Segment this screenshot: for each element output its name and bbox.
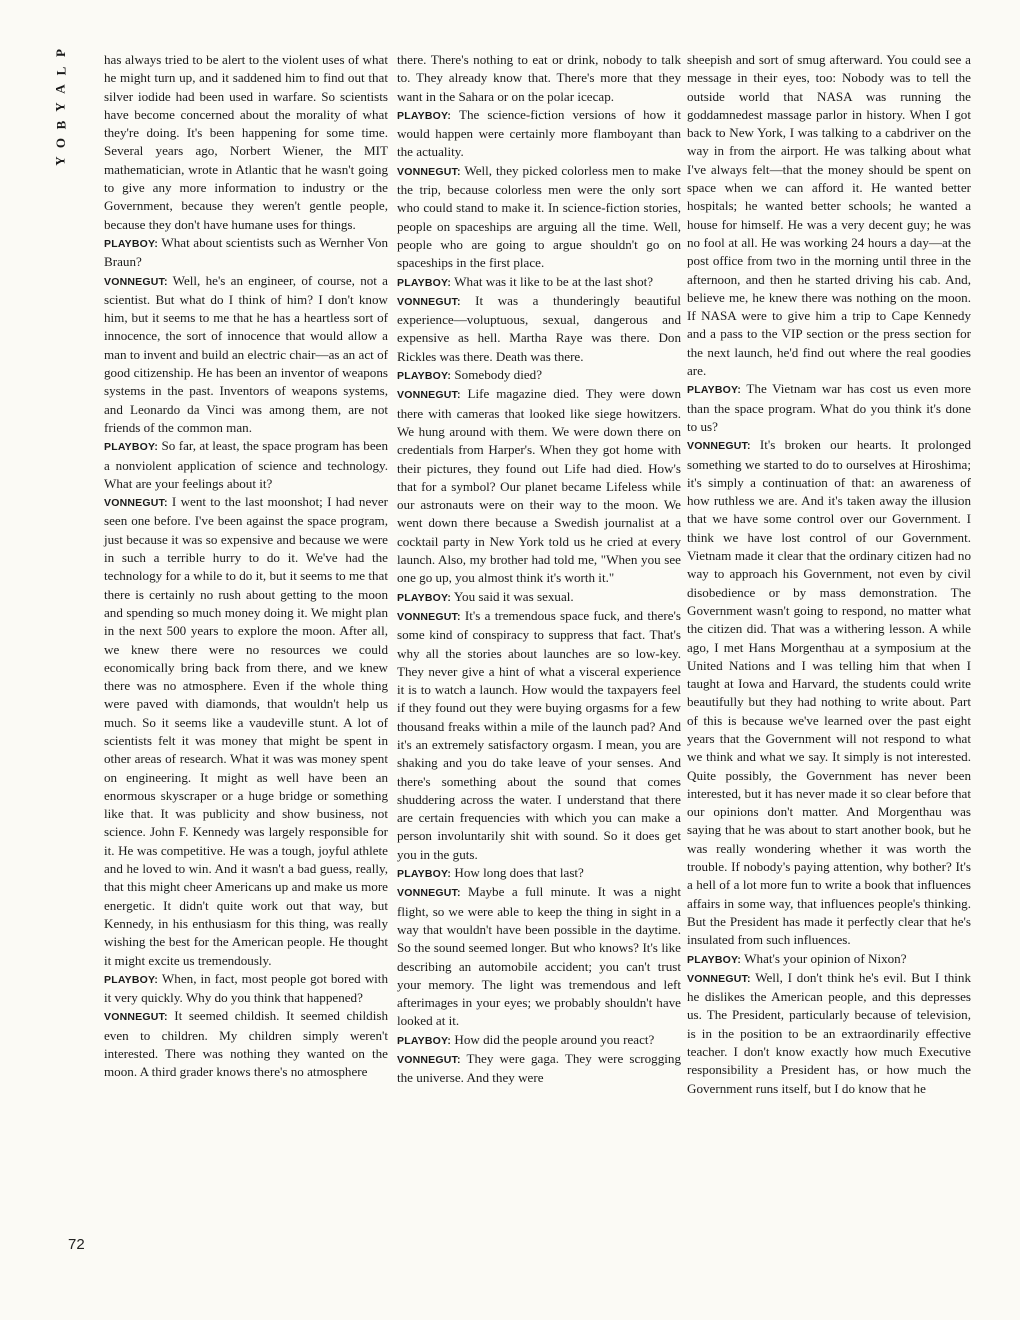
interview-paragraph [397, 607, 681, 864]
logo-letter: B [53, 120, 69, 130]
paragraph-text: Well, I don't think he's evil. But I think he dislikes the American people, and this depresses us. The President, particularly because of television, is in the position to be an extraordinarily effective teacher. I don't know exactly how much Executive responsibility a President has, or how much the Government runs itself, but I do know that he [687, 969, 971, 1096]
interview-paragraph [104, 437, 388, 493]
speaker-label: PLAYBOY: [687, 384, 742, 397]
logo-letter: P [53, 49, 69, 57]
interview-paragraph [397, 162, 681, 273]
paragraph-text: The Vietnam war has cost us even more than the space program. What do you think it's done to us? [687, 381, 971, 434]
speaker-label: VONNEGUT: [104, 275, 168, 288]
paragraph-text: It seemed childish. It seemed childish even to children. My children simply weren't interested. There was nothing they wanted on the moon. A third grader knows there's no atmosphere [104, 1008, 388, 1080]
interview-paragraph [397, 51, 681, 106]
speaker-label: VONNEGUT: [397, 389, 461, 402]
speaker-label: PLAYBOY: [104, 973, 159, 986]
paragraph-text: Somebody died? [451, 367, 543, 383]
speaker-label: VONNEGUT: [687, 440, 751, 453]
logo-letter: A [53, 84, 69, 94]
interview-paragraph [397, 385, 681, 587]
interview-paragraph [397, 864, 681, 883]
speaker-label: PLAYBOY: [104, 441, 159, 454]
paragraph-text: has always tried to be alert to the violent uses of what he might turn up, and it saddened him to find out that silver iodide had been used in warfare. So scientists have become concerned about the morality of what they're doing. It's been happening for some time. Several years ago, Norbert Wiener, the MIT mathematician, wrote in Atlantic that he wasn't going to give any more information to industry or the Government, because they weren't gentle people, because they don't have humane uses for things. [104, 52, 388, 232]
paragraph-text: It's broken our hearts. It prolonged something we started to do to ourselves at Hiroshima; it's simply a continuation of that: an awareness of how ruthless we are. And it's taken away the illusion that we have some control over our Government. I think we have lost control of our Government. Vietnam made it clear that the ordinary citizen had no way to approach his Government, not even by civil disobedience or by mass demonstration. The Government wasn't going to respond, no matter what the citizen did. That was a withering lesson. A while ago, I met Hans Morgenthau at a symposium at the United Nations and I was telling him that when I taught at Iowa and Harvard, the students could write beautifully but they had nothing to write about. Part of this is because we've learned over the past eight years that the Government will not respond to what we think and what we say. It simply is not interested. Quite possibly, the Government has never been interested, but it has never made it so clear before that our opinions don't matter. And Morgenthau was saying that he was about to start another book, but he was really wondering whether it was worth the trouble. If nobody's paying attention, why bother? It's a hell of a lot more fun to write a book that influences affairs in some way, that influences people's thinking. But the President has made it perfectly clear that he's insulated from such influences. [687, 437, 971, 948]
interview-paragraph [397, 1050, 681, 1088]
paragraph-text: It's a tremendous space fuck, and there's some kind of conspiracy to suppress that fact. That's why all the stories about launches are so low-key. They never give a hint of what a visceral experience it is to watch a launch. How would the taxpayers feel if they found out they were buying orgasms for a few thousand freaks within a mile of the launch pad? And it's an extremely satisfactory orgasm. I mean, you are shaking and you do take leave of your senses. And there's something about the sound that comes shuddering across the water. I understand that there are certain frequencies with which you can make a person involuntarily shit with sound. So it does get you in the guts. [397, 607, 681, 862]
speaker-label: PLAYBOY: [397, 868, 452, 881]
speaker-label: PLAYBOY: [397, 591, 452, 604]
interview-paragraph [687, 969, 971, 1098]
paragraph-text: It was a thunderingly beautiful experience—voluptuous, sexual, dangerous and expensive as hell. Martha Raye was there. Don Rickles was there. Death was there. [397, 292, 681, 364]
logo-letter: O [53, 137, 69, 149]
speaker-label: PLAYBOY: [104, 237, 159, 250]
interview-paragraph [397, 366, 681, 385]
paragraph-text: Well, they picked colorless men to make the trip, because colorless men were the only sort who could stand to make it. In science-fiction stories, people on spaceships are arguing all the time. Well, people who are going to argue shouldn't go on spaceships in the first place. [397, 162, 681, 271]
interview-paragraph [687, 380, 971, 436]
paragraph-text: What was it like to be at the last shot? [451, 273, 654, 289]
interview-paragraph [687, 436, 971, 949]
speaker-label: VONNEGUT: [687, 972, 751, 985]
text-column-2 [397, 51, 681, 1088]
paragraph-text: Maybe a full minute. It was a night flight, so we were able to keep the thing in sight in a way that wouldn't have been possible in the daytime. So the sound seemed longer. But who knows? It's like describing an automobile accident; you can't trust your memory. The light was tremendous and left afterimages in your eyes; we probably shouldn't have looked at it. [397, 884, 681, 1029]
speaker-label: PLAYBOY: [397, 370, 452, 383]
speaker-label: PLAYBOY: [397, 109, 452, 122]
paragraph-text: When, in fact, most people got bored with it very quickly. Why do you think that happened? [104, 970, 388, 1006]
paragraph-text: there. There's nothing to eat or drink, nobody to talk to. They already know that. There's more that they want in the Sahara or on the polar icecap. [397, 52, 681, 104]
speaker-label: PLAYBOY: [687, 953, 742, 966]
interview-paragraph [687, 950, 971, 969]
paragraph-text: What about scientists such as Wernher Von Braun? [104, 234, 388, 270]
paragraph-text: You said it was sexual. [451, 588, 574, 604]
interview-paragraph [104, 51, 388, 234]
paragraph-text: sheepish and sort of smug afterward. You could see a message in their eyes, too: Nobody was to tell the outside world that NASA was running the goddamnedest massage parlor in history. When I got back to New York, I was talking to a cabdriver on the way in from the airport. He was talking about what I've always felt—that the money should be spent on space when we can afford it. He wanted better hospitals; he wanted better schools; he wanted a house for himself. He was a very decent guy; he was no fool at all. He was working 24 hours a day—at the post office from two in the morning until three in the afternoon, and then he started driving his cab. And, believe me, he knew there was nothing on the moon. If NASA were to give him a trip to Cape Kennedy and a pass to the VIP section or the press section for the next launch, he'd find out where the real goodies are. [687, 52, 971, 379]
magazine-vertical-logo [53, 44, 69, 170]
logo-letter: Y [53, 156, 69, 166]
interview-paragraph [397, 273, 681, 292]
speaker-label: VONNEGUT: [397, 295, 461, 308]
paragraph-text: How long does that last? [451, 865, 584, 881]
logo-letter: Y [53, 102, 69, 112]
speaker-label: VONNEGUT: [397, 1054, 461, 1067]
speaker-label: VONNEGUT: [397, 165, 461, 178]
speaker-label: PLAYBOY: [397, 1034, 452, 1047]
interview-paragraph [104, 493, 388, 970]
page-number: 72 [68, 1236, 85, 1253]
paragraph-text: How did the people around you react? [451, 1031, 655, 1047]
interview-paragraph [687, 51, 971, 380]
interview-paragraph [104, 970, 388, 1008]
paragraph-text: What's your opinion of Nixon? [741, 950, 907, 966]
interview-paragraph [397, 588, 681, 607]
interview-paragraph [104, 234, 388, 272]
paragraph-text: Well, he's an engineer, of course, not a scientist. But what do I think of him? I don't know him, but it seems to me that he has a heartless sort of innocence, the sort of innocence that would allow a man to invent and build an electric chair—as an act of good citizenship. He has been an inventor of weapons systems in the past. Inventors of weapons systems, and Leonardo da Vinci was among them, are not friends of the common man. [104, 272, 388, 435]
paragraph-text: They were gaga. They were scrogging the universe. And they were [397, 1051, 681, 1086]
logo-letter: L [53, 66, 69, 76]
text-column-3 [687, 51, 971, 1098]
paragraph-text: Life magazine died. They were down there with cameras that looked like siege howitzers. We hung around with them. We were down there on credentials from Harper's. When they got home with their pictures, they found out Life had died. How's that for a symbol? Our planet became Lifeless while our astronauts were on their way to the moon. We went down there because a Swedish journalist at a cocktail party in New York told us he cried at every launch. Also, my brother had told me, "When you see one go up, you almost think it's worth it." [397, 386, 681, 586]
paragraph-text: I went to the last moonshot; I had never seen one before. I've been against the space program, just because it was so expensive and because we were in such a terrible hurry to do it. We've had the technology for a while to do it, but it seems to me that there is certainly no rush about getting to the moon and spending so much money doing it. We might plan in the next 500 years to explore the moon. After all, we knew there were no resources we could economically bring back from there, and we knew there was no atmosphere. Even if the whole thing were paved with diamonds, that wouldn't help us much. So it seems like a vaudeville stunt. A lot of scientists felt it was money that might be spent in other areas of research. What it was was money spent on engineering. It might as well have been an enormous skyscraper or a huge bridge or something like that. It was publicity and show business, not science. John F. Kennedy was largely responsible for it. He was competitive. He was a tough, joyful athlete and he loved to win. And it wasn't a bad guess, really, that this might cheer Americans up and make us more energetic. It didn't quite work out that way, but Kennedy, in his enthusiasm for this thing, was really wishing the best for the American people. He thought it might excite us tremendously. [104, 494, 388, 968]
speaker-label: VONNEGUT: [104, 1011, 168, 1024]
interview-paragraph [397, 106, 681, 162]
interview-paragraph [104, 1007, 388, 1081]
speaker-label: VONNEGUT: [397, 887, 461, 900]
text-column-1 [104, 51, 388, 1082]
speaker-label: PLAYBOY: [397, 276, 452, 289]
interview-paragraph [397, 1031, 681, 1050]
paragraph-text: The science-fiction versions of how it would happen were certainly more flamboyant than the actuality. [397, 106, 681, 160]
paragraph-text: So far, at least, the space program has been a nonviolent application of science and technology. What are your feelings about it? [104, 438, 388, 491]
interview-paragraph [397, 292, 681, 366]
interview-paragraph [397, 883, 681, 1030]
speaker-label: VONNEGUT: [397, 610, 461, 623]
interview-paragraph [104, 272, 388, 438]
speaker-label: VONNEGUT: [104, 497, 168, 510]
